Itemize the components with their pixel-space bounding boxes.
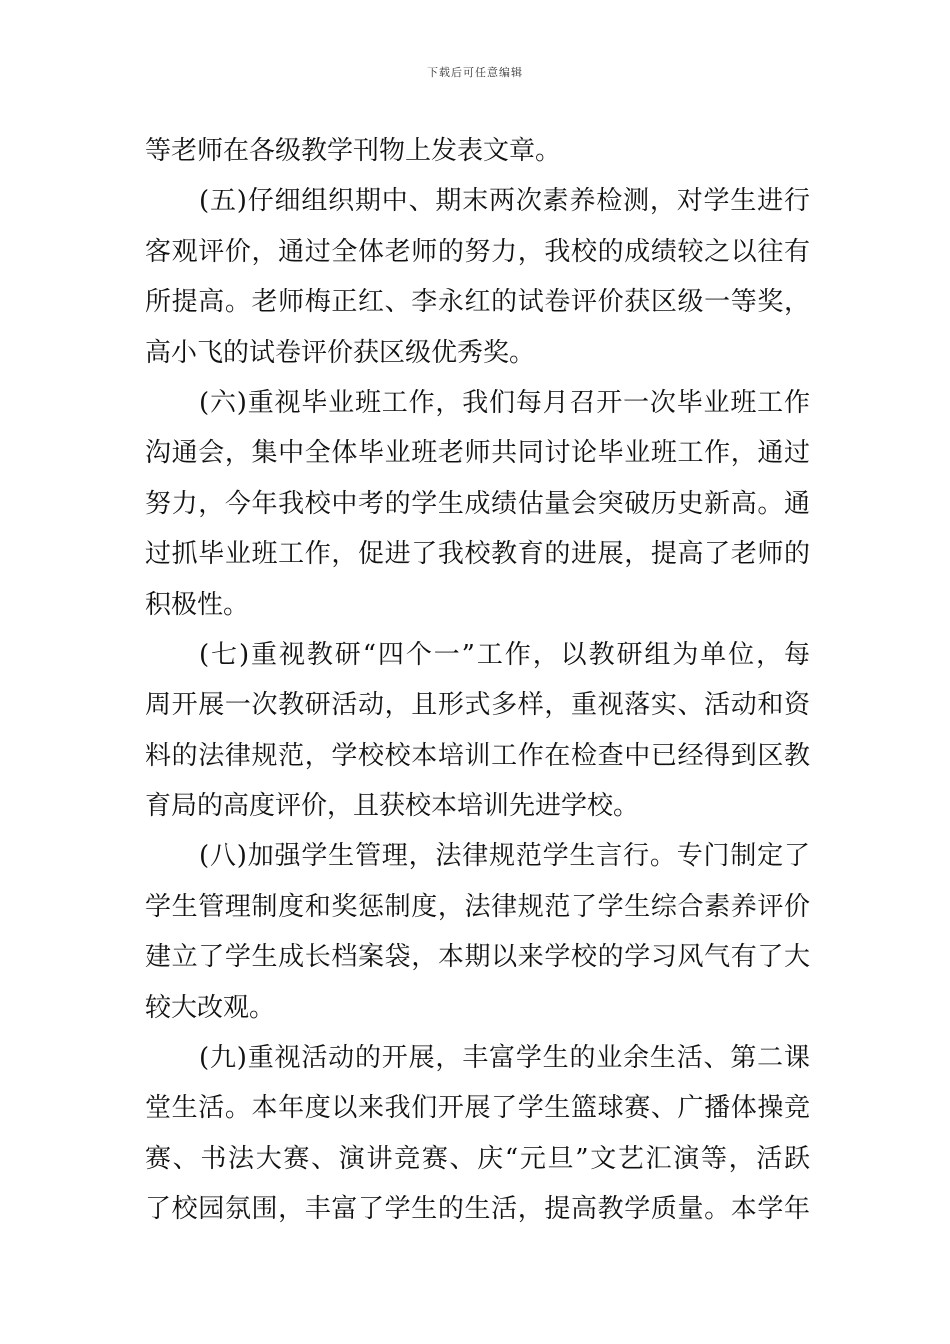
text-line: 周开展一次教研活动，且形式多样，重视落实、活动和资 — [145, 690, 810, 721]
text-line: 努力，今年我校中考的学生成绩估量会突破历史新高。通 — [145, 488, 810, 519]
document-body — [145, 126, 810, 1235]
page-header-note: 下载后可任意编辑 — [427, 66, 523, 79]
text-line: 客观评价，通过全体老师的努力，我校的成绩较之以往有 — [145, 236, 810, 267]
text-line: 高小飞的试卷评价获区级优秀奖。 — [145, 337, 536, 368]
text-line: 建立了学生成长档案袋，本期以来学校的学习风气有了大 — [145, 942, 810, 973]
text-line: 学生管理制度和奖惩制度，法律规范了学生综合素养评价 — [145, 891, 810, 922]
text-line: 积极性。 — [145, 589, 250, 620]
text-line: 沟通会，集中全体毕业班老师共同讨论毕业班工作，通过 — [145, 438, 810, 469]
text-line: 料的法律规范，学校校本培训工作在检查中已经得到区教 — [145, 740, 810, 771]
text-line: (七)重视教研“四个一”工作，以教研组为单位，每 — [199, 639, 810, 670]
text-line: 所提高。老师梅正红、李永红的试卷评价获区级一等奖， — [145, 287, 810, 318]
text-line: 较大改观。 — [145, 992, 276, 1023]
text-line: (九)重视活动的开展，丰富学生的业余生活、第二课 — [199, 1043, 810, 1074]
text-line: 了校园氛围，丰富了学生的生活，提高教学质量。本学年 — [145, 1194, 810, 1225]
text-line: (六)重视毕业班工作，我们每月召开一次毕业班工作 — [199, 387, 810, 418]
text-line: 育局的高度评价，且获校本培训先进学校。 — [145, 791, 640, 822]
text-line: 赛、书法大赛、演讲竞赛、庆“元旦”文艺汇演等，活跃 — [145, 1143, 810, 1174]
text-line: (八)加强学生管理，法律规范学生言行。专门制定了 — [199, 841, 810, 872]
text-line: (五)仔细组织期中、期末两次素养检测，对学生进行 — [199, 186, 810, 217]
text-line: 堂生活。本年度以来我们开展了学生篮球赛、广播体操竞 — [145, 1093, 810, 1124]
text-line: 过抓毕业班工作，促进了我校教育的进展，提高了老师的 — [145, 539, 810, 570]
text-line: 等老师在各级教学刊物上发表文章。 — [145, 136, 562, 166]
